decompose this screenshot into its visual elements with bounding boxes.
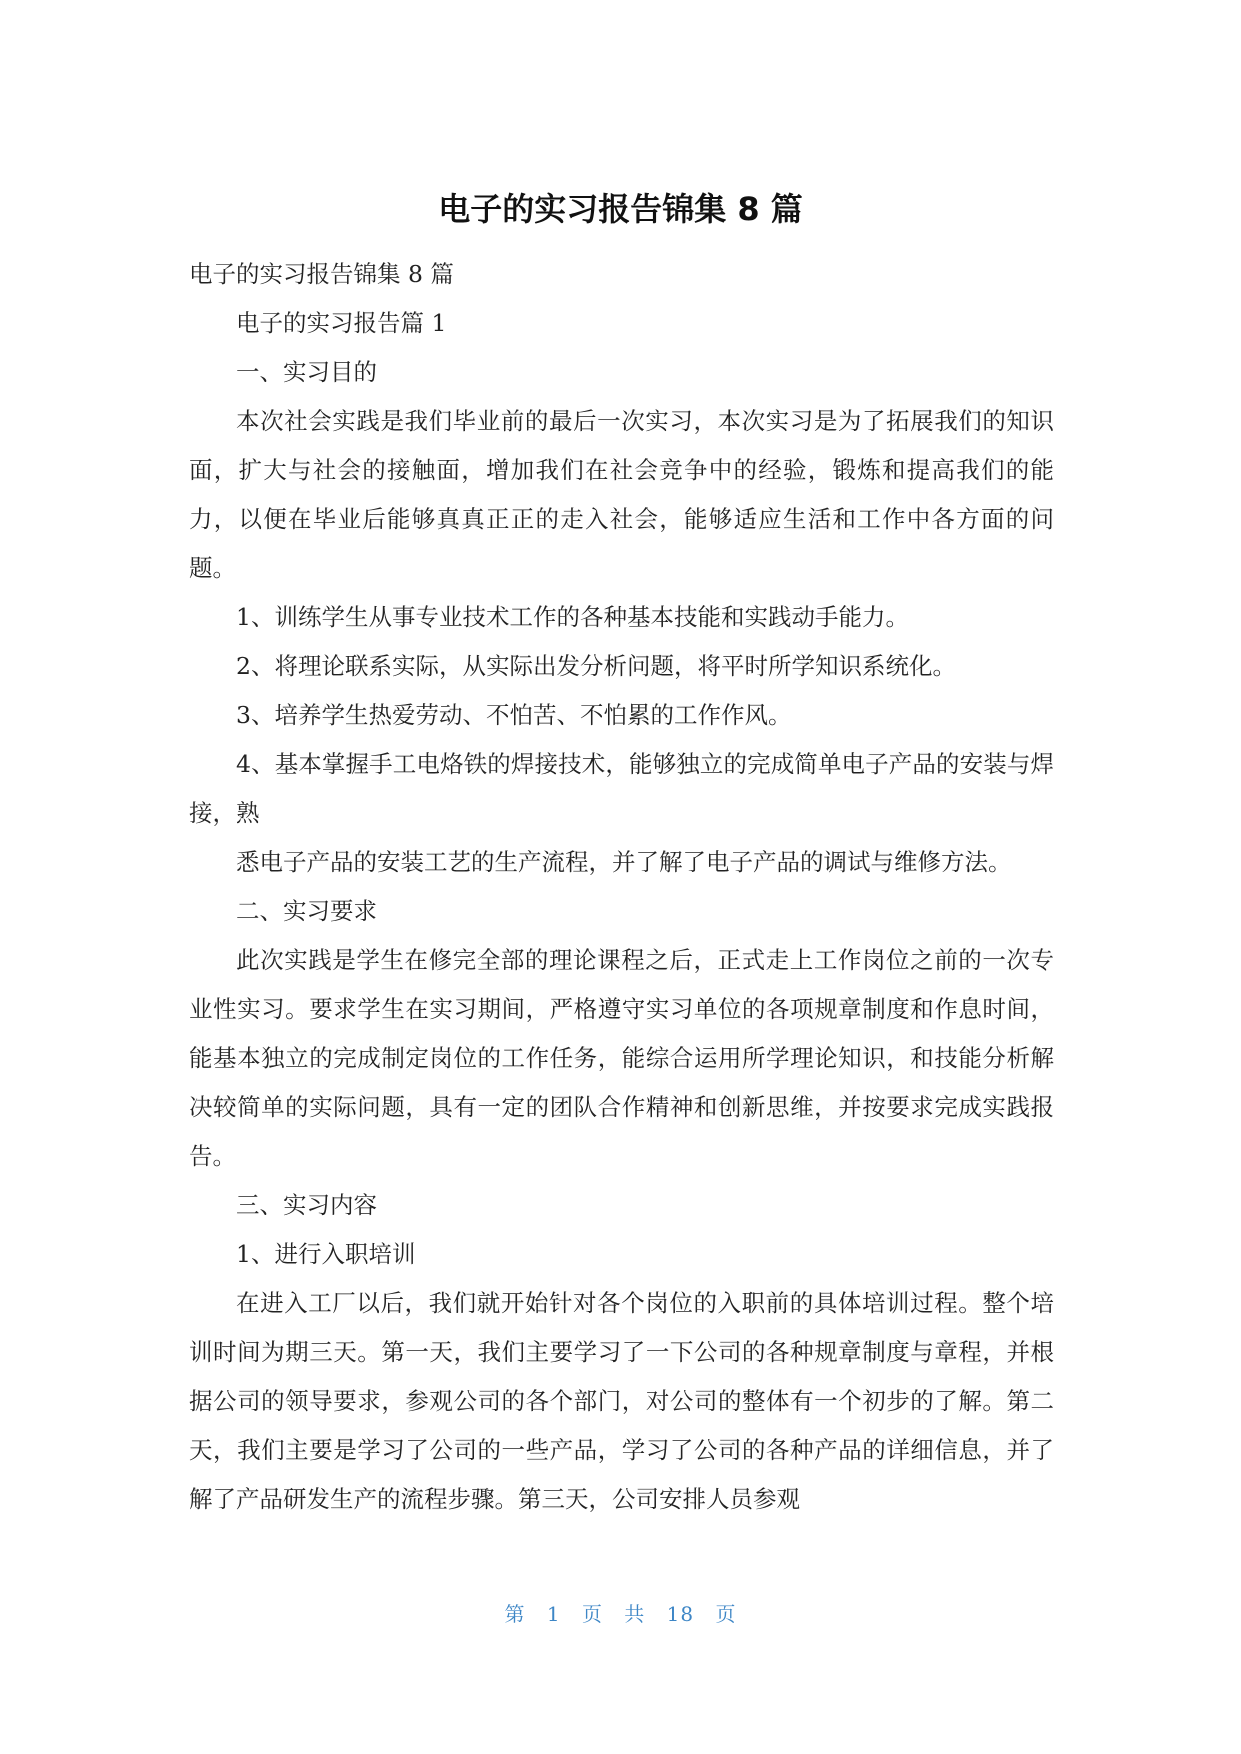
paragraph: 1、进行入职培训 xyxy=(236,1240,416,1268)
paragraph: 悉电子产品的安装工艺的生产流程，并了解了电子产品的调试与维修方法。 xyxy=(236,848,1012,876)
paragraph: 在进入工厂以后，我们就开始针对各个岗位的入职前的具体培训过程。整个培训时间为期三天。第一天，我们主要学习了一下公司的各种规章制度与章程，并根据公司的领导要求，参观公司的各个部门，对公司的整体有一个初步的了解。第二天，我们主要是学习了公司的一些产品，学习了公司的各种产品的详细信息，并了解了产品研发生产的流程步骤。第三天，公司安排人员参观 xyxy=(189,1289,1054,1513)
paragraph: 三、实习内容 xyxy=(236,1191,377,1219)
paragraph: 2、将理论联系实际，从实际出发分析问题，将平时所学知识系统化。 xyxy=(236,652,956,680)
document-title: 电子的实习报告锦集 8 篇 xyxy=(438,190,803,228)
paragraph: 此次实践是学生在修完全部的理论课程之后，正式走上工作岗位之前的一次专业性实习。要求学生在实习期间，严格遵守实习单位的各项规章制度和作息时间，能基本独立的完成制定岗位的工作任务，能综合运用所学理论知识，和技能分析解决较简单的实际问题，具有一定的团队合作精神和创新思维，并按要求完成实践报告。 xyxy=(189,946,1054,1170)
paragraph: 电子的实习报告锦集 8 篇 xyxy=(189,260,454,288)
paragraph: 本次社会实践是我们毕业前的最后一次实习，本次实习是为了拓展我们的知识面，扩大与社会的接触面，增加我们在社会竞争中的经验，锻炼和提高我们的能力，以便在毕业后能够真真正正的走入社会，能够适应生活和工作中各方面的问题。 xyxy=(189,407,1054,582)
paragraph: 4、基本掌握手工电烙铁的焊接技术，能够独立的完成简单电子产品的安装与焊接，熟 xyxy=(189,750,1054,827)
page-number-footer: 第 1 页 共 18 页 xyxy=(504,1602,737,1626)
paragraph: 3、培养学生热爱劳动、不怕苦、不怕累的工作作风。 xyxy=(236,701,792,729)
paragraph: 二、实习要求 xyxy=(236,897,377,925)
document-body xyxy=(189,250,1054,1524)
paragraph: 一、实习目的 xyxy=(236,358,377,386)
paragraph: 1、训练学生从事专业技术工作的各种基本技能和实践动手能力。 xyxy=(236,603,909,631)
paragraph: 电子的实习报告篇 1 xyxy=(236,309,447,337)
